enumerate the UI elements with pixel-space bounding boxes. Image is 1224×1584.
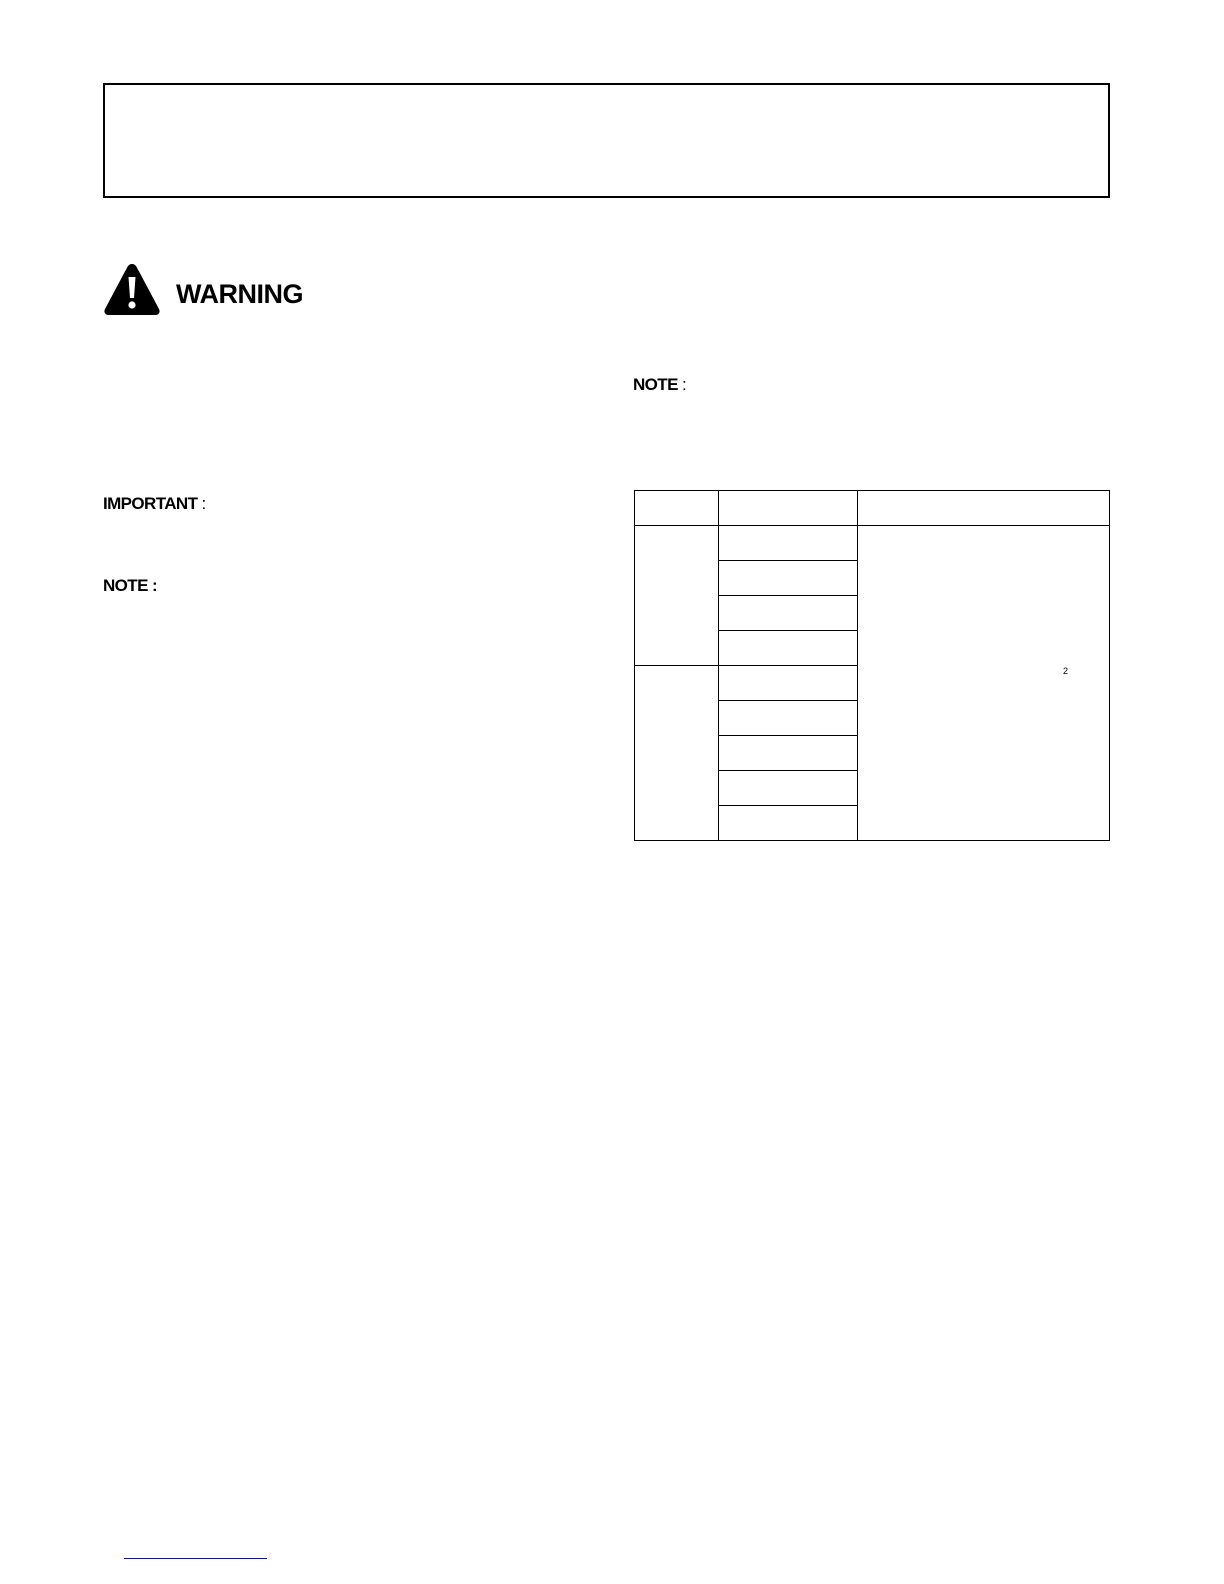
table-cell [719, 561, 858, 596]
note-label-right [633, 375, 686, 395]
table-cell [719, 631, 858, 666]
table-group-cell [635, 526, 719, 666]
important-label [103, 494, 206, 514]
table-header-cell [635, 491, 719, 526]
note-label-left [103, 576, 157, 596]
table-row [635, 526, 1110, 561]
table-merged-cell [858, 526, 1110, 841]
important-colon: : [201, 494, 206, 513]
header-frame [103, 83, 1110, 198]
table-header-row [635, 491, 1110, 526]
superscript-mark: 2 [1063, 666, 1069, 676]
footer-link-underline[interactable] [124, 1558, 267, 1559]
table-cell [719, 666, 858, 701]
table-cell [719, 806, 858, 841]
table-cell [719, 771, 858, 806]
table-cell [719, 701, 858, 736]
table-cell [719, 736, 858, 771]
important-word: IMPORTANT [103, 494, 198, 513]
warning-title: WARNING [176, 278, 303, 309]
table-cell [719, 526, 858, 561]
table-header-cell [719, 491, 858, 526]
spec-table [634, 490, 1110, 841]
warning-heading [103, 262, 303, 316]
warning-triangle-icon [103, 262, 161, 316]
note-right-colon: : [681, 375, 687, 394]
table-cell [719, 596, 858, 631]
table-group-cell [635, 666, 719, 841]
note-right-word: NOTE [633, 375, 678, 394]
note-left-text: NOTE : [103, 576, 158, 595]
table-header-cell [858, 491, 1110, 526]
